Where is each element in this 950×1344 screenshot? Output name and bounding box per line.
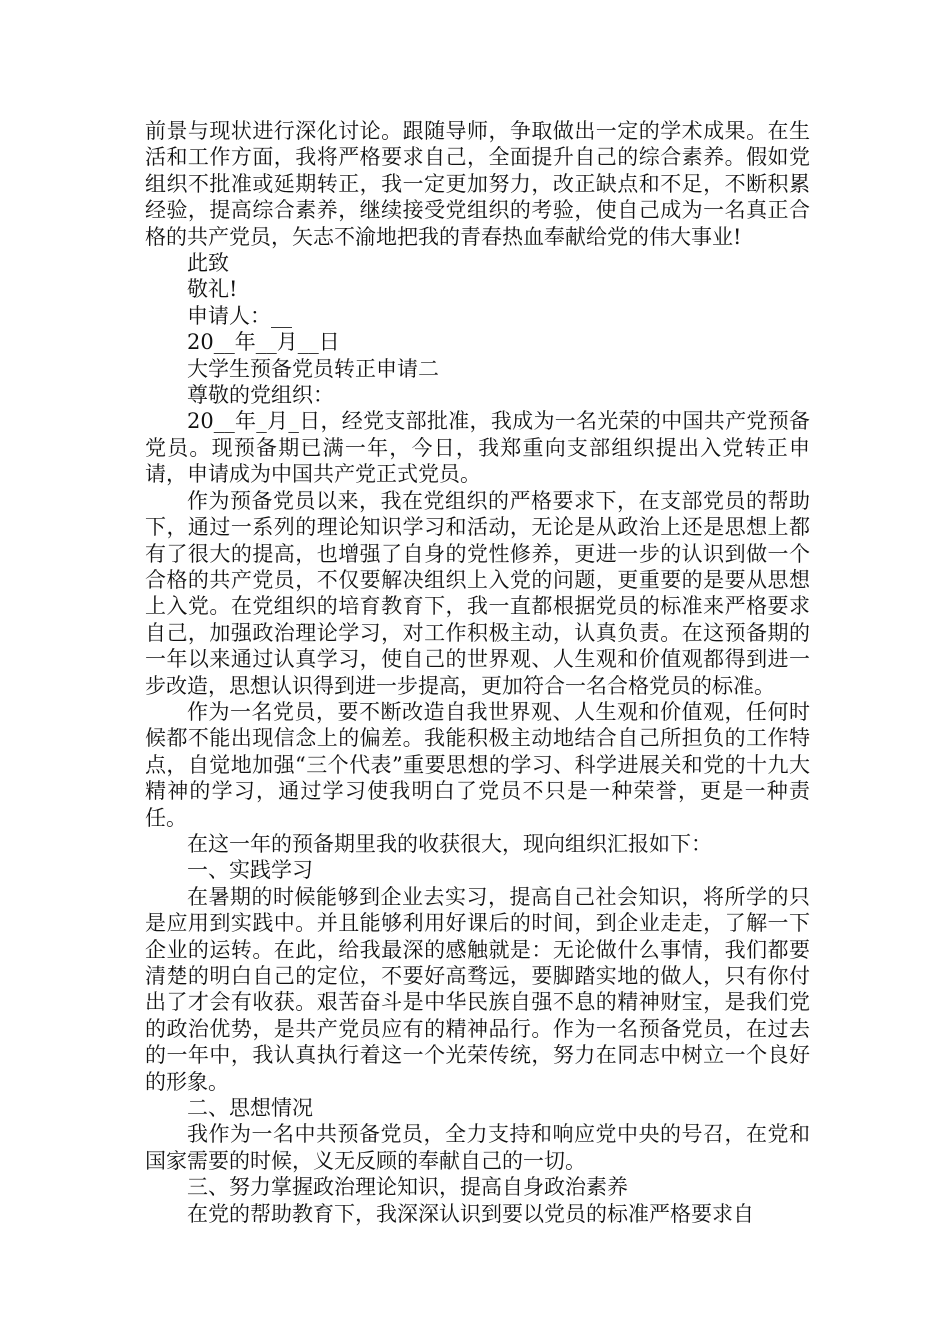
paragraph: 作为预备党员以来，我在党组织的严格要求下，在支部党员的帮助下，通过一系列的理论知识学习和活动，无论是从政治上还是思想上都有了很大的提高，也增强了自身的党性修养，更进一步的认识到做一个合格的共产党员，不仅要解决组织上入党的问题，更重要的是要从思想上入党。在党组织的培育教育下，我一直都根据党员的标准来严格要求自己，加强政治理论学习，对工作积极主动，认真负责。在这预备期的一年以来通过认真学习，使自己的世界观、人生观和价值观都得到进一步改造，思想认识得到进一步提高，更加符合一名合格党员的标准。	[145, 488, 810, 698]
date-line: 20__年__月__日	[187, 330, 340, 355]
section-heading: 二、思想情况	[187, 1096, 313, 1121]
closing-respect: 敬礼!	[187, 277, 238, 302]
section-heading: 一、实践学习	[187, 858, 313, 883]
closing-salutation: 此致	[187, 251, 229, 276]
document-title: 大学生预备党员转正申请二	[187, 356, 439, 381]
paragraph: 我作为一名中共预备党员，全力支持和响应党中央的号召，在党和国家需要的时候，义无反顾的奉献自己的一切。	[145, 1122, 810, 1173]
document-body	[145, 118, 810, 1227]
paragraph: 作为一名党员，要不断改造自我世界观、人生观和价值观，任何时候都不能出现信念上的偏差。我能积极主动地结合自己所担负的工作特点，自觉地加强“三个代表”重要思想的学习、科学进展关和党的十九大精神的学习，通过学习使我明白了党员不只是一种荣誉，更是一种责任。	[145, 699, 810, 830]
paragraph: 20__年_月_日，经党支部批准，我成为一名光荣的中国共产党预备党员。现预备期已满一年，今日，我郑重向支部组织提出入党转正申请，申请成为中国共产党正式党员。	[145, 409, 810, 487]
paragraph: 在暑期的时候能够到企业去实习，提高自己社会知识，将所学的只是应用到实践中。并且能够利用好课后的时间，到企业走走，了解一下企业的运转。在此，给我最深的感触就是：无论做什么事情，我们都要清楚的明白自己的定位，不要好高骛远，要脚踏实地的做人，只有你付出了才会有收获。艰苦奋斗是中华民族自强不息的精神财宝，是我们党的政治优势，是共产党员应有的精神品行。作为一名预备党员，在过去的一年中，我认真执行着这一个光荣传统，努力在同志中树立一个良好的形象。	[145, 884, 810, 1094]
paragraph-continuation: 前景与现状进行深化讨论。跟随导师，争取做出一定的学术成果。在生活和工作方面，我将严格要求自己，全面提升自己的综合素养。假如党组织不批准或延期转正，我一定更加努力，改正缺点和不足，不断积累经验，提高综合素养，继续接受党组织的考验，使自己成为一名真正合格的共产党员，矢志不渝地把我的青春热血奉献给党的伟大事业!	[145, 119, 810, 249]
paragraph: 在党的帮助教育下，我深深认识到要以党员的标准严格要求自	[187, 1201, 754, 1226]
applicant-line: 申请人：__	[187, 303, 292, 328]
paragraph: 在这一年的预备期里我的收获很大，现向组织汇报如下：	[187, 831, 712, 856]
greeting: 尊敬的党组织：	[187, 383, 334, 408]
section-heading: 三、努力掌握政治理论知识，提高自身政治素养	[187, 1175, 628, 1200]
